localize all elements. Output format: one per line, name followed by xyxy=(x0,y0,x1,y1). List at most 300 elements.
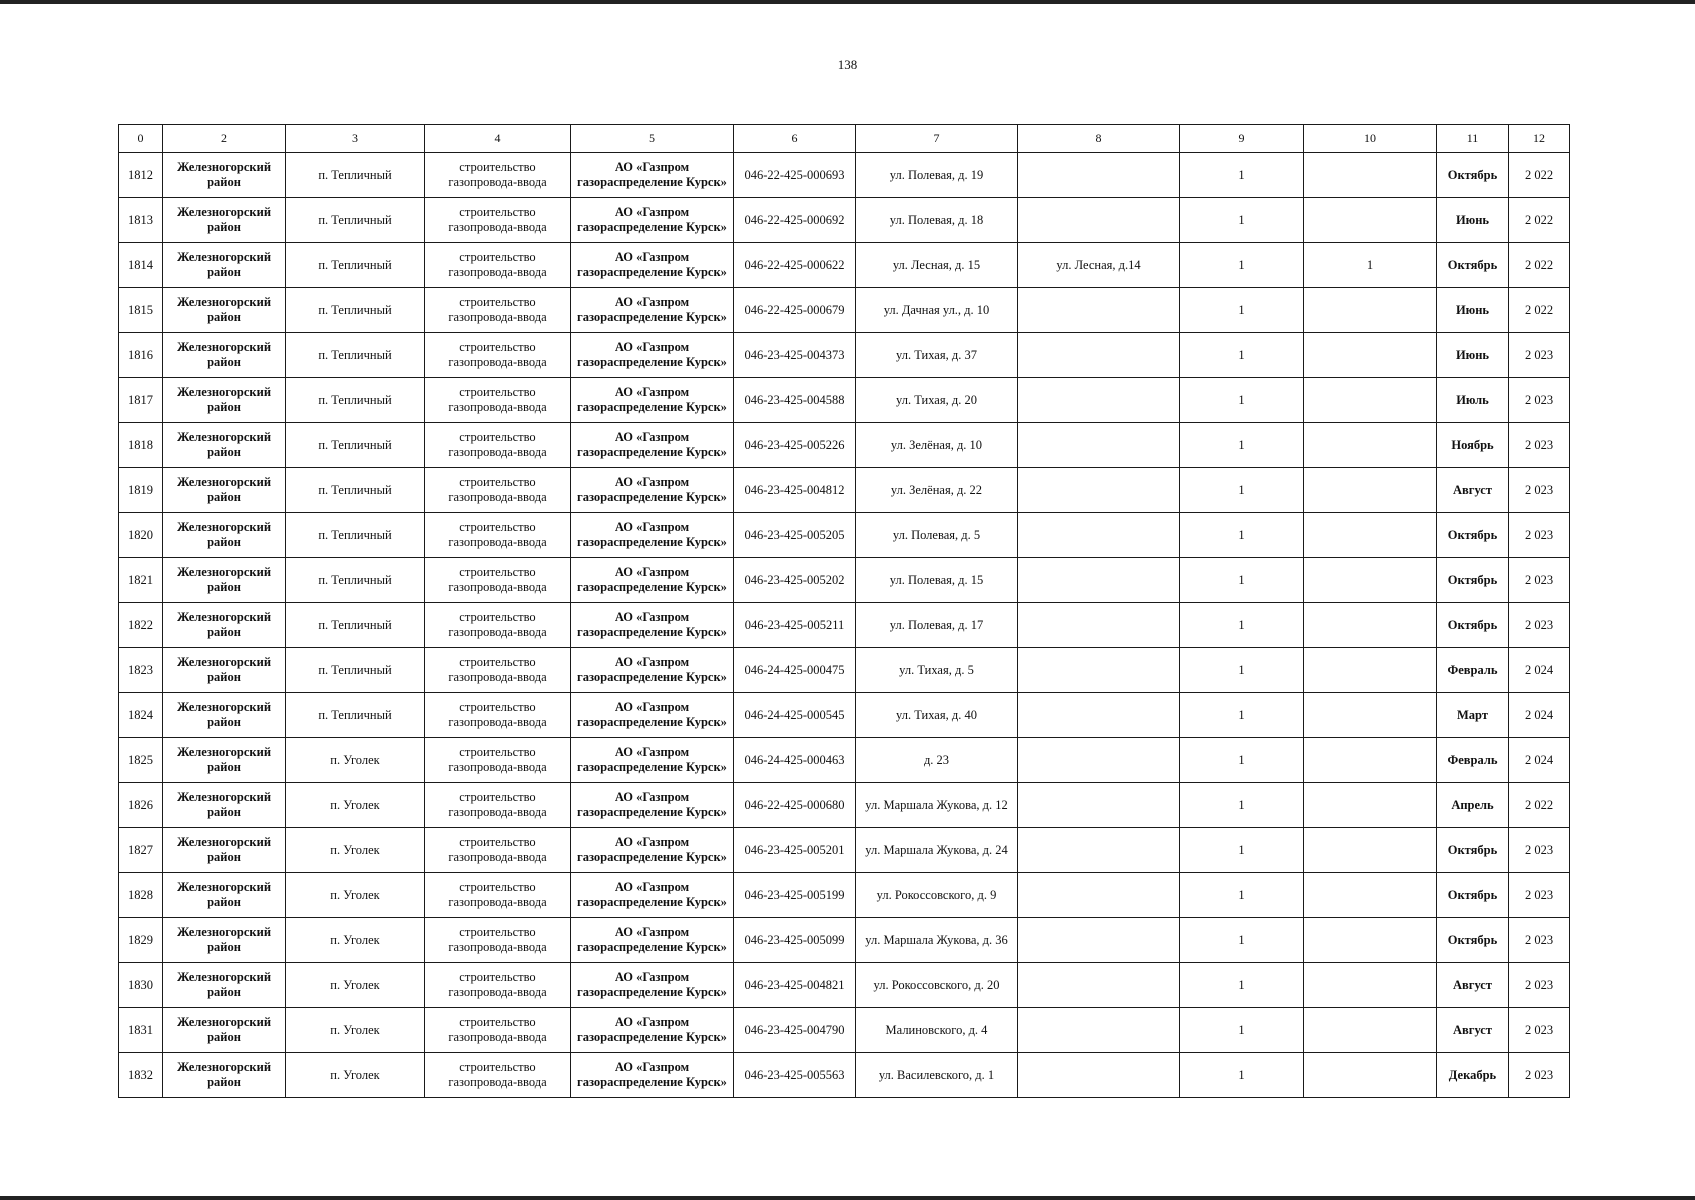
table-row xyxy=(119,513,1570,558)
object-code-cell: 046-24-425-000475 xyxy=(734,648,856,693)
extra-address-cell xyxy=(1018,153,1180,198)
organization-cell xyxy=(571,378,734,423)
year-cell: 2 023 xyxy=(1509,963,1570,1008)
settlement-cell: п. Уголек xyxy=(286,873,425,918)
work-type-cell-line: газопровода-ввода xyxy=(448,1030,547,1044)
year-cell: 2 023 xyxy=(1509,513,1570,558)
extra-address-cell xyxy=(1018,873,1180,918)
work-type-cell-line: газопровода-ввода xyxy=(448,310,547,324)
work-type-cell xyxy=(425,153,571,198)
month-cell: Октябрь xyxy=(1437,558,1509,603)
district-cell-line: Железногорский xyxy=(176,700,272,714)
year-cell: 2 022 xyxy=(1509,153,1570,198)
extra-count-cell xyxy=(1304,1008,1437,1053)
organization-cell xyxy=(571,288,734,333)
extra-address-cell xyxy=(1018,288,1180,333)
extra-address-cell xyxy=(1018,513,1180,558)
extra-count-cell xyxy=(1304,513,1437,558)
organization-cell-line: газораспределение Курск» xyxy=(577,310,727,324)
address-cell: д. 23 xyxy=(856,738,1018,783)
work-type-cell-line: газопровода-ввода xyxy=(448,490,547,504)
col-header: 11 xyxy=(1437,125,1509,153)
work-type-cell xyxy=(425,378,571,423)
extra-address-cell xyxy=(1018,963,1180,1008)
table-row xyxy=(119,963,1570,1008)
organization-cell-line: газораспределение Курск» xyxy=(577,760,727,774)
month-cell: Июнь xyxy=(1437,198,1509,243)
row-number-cell: 1831 xyxy=(119,1008,163,1053)
row-number-cell: 1823 xyxy=(119,648,163,693)
month-cell: Ноябрь xyxy=(1437,423,1509,468)
settlement-cell: п. Уголек xyxy=(286,828,425,873)
work-type-cell-line: строительство xyxy=(459,340,536,354)
organization-cell-line: газораспределение Курск» xyxy=(577,445,727,459)
work-type-cell-line: газопровода-ввода xyxy=(448,445,547,459)
district-cell-line: район xyxy=(207,355,241,369)
district-cell-line: Железногорский xyxy=(176,475,272,489)
col-header: 5 xyxy=(571,125,734,153)
address-cell: ул. Полевая, д. 5 xyxy=(856,513,1018,558)
organization-cell-line: газораспределение Курск» xyxy=(577,985,727,999)
district-cell-line: район xyxy=(207,265,241,279)
organization-cell xyxy=(571,1008,734,1053)
count-cell: 1 xyxy=(1180,738,1304,783)
work-type-cell-line: строительство xyxy=(459,430,536,444)
col-header: 9 xyxy=(1180,125,1304,153)
district-cell-line: Железногорский xyxy=(176,565,272,579)
organization-cell-line: газораспределение Курск» xyxy=(577,265,727,279)
work-type-cell-line: строительство xyxy=(459,700,536,714)
organization-cell xyxy=(571,648,734,693)
year-cell: 2 024 xyxy=(1509,648,1570,693)
scan-bottom-edge xyxy=(0,1196,1695,1200)
extra-count-cell xyxy=(1304,153,1437,198)
month-cell: Октябрь xyxy=(1437,243,1509,288)
work-type-cell-line: строительство xyxy=(459,880,536,894)
district-cell-line: Железногорский xyxy=(176,1015,272,1029)
count-cell: 1 xyxy=(1180,153,1304,198)
organization-cell-line: АО «Газпром xyxy=(614,295,690,309)
row-number-cell: 1814 xyxy=(119,243,163,288)
object-code-cell: 046-22-425-000693 xyxy=(734,153,856,198)
district-cell-line: район xyxy=(207,985,241,999)
row-number-cell: 1812 xyxy=(119,153,163,198)
district-cell-line: район xyxy=(207,850,241,864)
work-type-cell-line: газопровода-ввода xyxy=(448,850,547,864)
organization-cell xyxy=(571,513,734,558)
address-cell: ул. Дачная ул., д. 10 xyxy=(856,288,1018,333)
year-cell: 2 023 xyxy=(1509,873,1570,918)
count-cell: 1 xyxy=(1180,1008,1304,1053)
work-type-cell xyxy=(425,558,571,603)
organization-cell-line: газораспределение Курск» xyxy=(577,220,727,234)
settlement-cell: п. Уголек xyxy=(286,963,425,1008)
row-number-cell: 1825 xyxy=(119,738,163,783)
settlement-cell: п. Тепличный xyxy=(286,333,425,378)
work-type-cell-line: газопровода-ввода xyxy=(448,220,547,234)
address-cell: ул. Тихая, д. 40 xyxy=(856,693,1018,738)
district-cell-line: район xyxy=(207,580,241,594)
object-code-cell: 046-22-425-000622 xyxy=(734,243,856,288)
work-type-cell xyxy=(425,918,571,963)
district-cell-line: район xyxy=(207,535,241,549)
year-cell: 2 023 xyxy=(1509,468,1570,513)
settlement-cell: п. Тепличный xyxy=(286,648,425,693)
organization-cell-line: АО «Газпром xyxy=(614,565,690,579)
row-number-cell: 1822 xyxy=(119,603,163,648)
district-cell-line: Железногорский xyxy=(176,385,272,399)
row-number-cell: 1821 xyxy=(119,558,163,603)
extra-count-cell xyxy=(1304,783,1437,828)
district-cell xyxy=(163,513,286,558)
district-cell-line: Железногорский xyxy=(176,610,272,624)
year-cell: 2 023 xyxy=(1509,423,1570,468)
year-cell: 2 024 xyxy=(1509,738,1570,783)
count-cell: 1 xyxy=(1180,288,1304,333)
extra-count-cell xyxy=(1304,693,1437,738)
object-code-cell: 046-23-425-004790 xyxy=(734,1008,856,1053)
month-cell: Октябрь xyxy=(1437,873,1509,918)
district-cell-line: район xyxy=(207,175,241,189)
district-cell xyxy=(163,1053,286,1098)
table-row xyxy=(119,468,1570,513)
object-code-cell: 046-23-425-004812 xyxy=(734,468,856,513)
extra-address-cell xyxy=(1018,423,1180,468)
district-cell-line: Железногорский xyxy=(176,295,272,309)
work-type-cell-line: газопровода-ввода xyxy=(448,625,547,639)
extra-address-cell: ул. Лесная, д.14 xyxy=(1018,243,1180,288)
extra-count-cell xyxy=(1304,603,1437,648)
district-cell xyxy=(163,378,286,423)
extra-count-cell xyxy=(1304,558,1437,603)
work-type-cell-line: газопровода-ввода xyxy=(448,1075,547,1089)
organization-cell xyxy=(571,828,734,873)
settlement-cell: п. Тепличный xyxy=(286,693,425,738)
year-cell: 2 022 xyxy=(1509,288,1570,333)
settlement-cell: п. Тепличный xyxy=(286,198,425,243)
organization-cell-line: АО «Газпром xyxy=(614,430,690,444)
district-cell xyxy=(163,738,286,783)
organization-cell xyxy=(571,693,734,738)
organization-cell xyxy=(571,783,734,828)
extra-address-cell xyxy=(1018,828,1180,873)
organization-cell-line: АО «Газпром xyxy=(614,610,690,624)
work-type-cell xyxy=(425,243,571,288)
organization-cell-line: АО «Газпром xyxy=(614,880,690,894)
work-type-cell-line: строительство xyxy=(459,835,536,849)
organization-cell-line: газораспределение Курск» xyxy=(577,1075,727,1089)
extra-address-cell xyxy=(1018,558,1180,603)
district-cell-line: Железногорский xyxy=(176,160,272,174)
district-cell-line: Железногорский xyxy=(176,970,272,984)
month-cell: Август xyxy=(1437,1008,1509,1053)
work-type-cell-line: строительство xyxy=(459,385,536,399)
year-cell: 2 022 xyxy=(1509,783,1570,828)
work-type-cell xyxy=(425,963,571,1008)
extra-address-cell xyxy=(1018,648,1180,693)
month-cell: Март xyxy=(1437,693,1509,738)
object-code-cell: 046-23-425-005199 xyxy=(734,873,856,918)
settlement-cell: п. Уголек xyxy=(286,1053,425,1098)
district-cell xyxy=(163,963,286,1008)
district-cell-line: район xyxy=(207,940,241,954)
work-type-cell-line: строительство xyxy=(459,250,536,264)
district-cell-line: Железногорский xyxy=(176,745,272,759)
month-cell: Октябрь xyxy=(1437,513,1509,558)
year-cell: 2 022 xyxy=(1509,198,1570,243)
district-cell-line: район xyxy=(207,1075,241,1089)
district-cell-line: Железногорский xyxy=(176,250,272,264)
work-type-cell xyxy=(425,648,571,693)
organization-cell xyxy=(571,468,734,513)
year-cell: 2 023 xyxy=(1509,558,1570,603)
month-cell: Октябрь xyxy=(1437,828,1509,873)
table-row xyxy=(119,198,1570,243)
organization-cell xyxy=(571,153,734,198)
count-cell: 1 xyxy=(1180,828,1304,873)
extra-count-cell xyxy=(1304,423,1437,468)
table-row xyxy=(119,243,1570,288)
object-code-cell: 046-22-425-000680 xyxy=(734,783,856,828)
count-cell: 1 xyxy=(1180,648,1304,693)
object-code-cell: 046-23-425-005099 xyxy=(734,918,856,963)
district-cell xyxy=(163,198,286,243)
district-cell xyxy=(163,468,286,513)
object-code-cell: 046-23-425-004821 xyxy=(734,963,856,1008)
month-cell: Октябрь xyxy=(1437,603,1509,648)
extra-address-cell xyxy=(1018,693,1180,738)
organization-cell xyxy=(571,603,734,648)
year-cell: 2 023 xyxy=(1509,603,1570,648)
year-cell: 2 023 xyxy=(1509,828,1570,873)
col-header: 3 xyxy=(286,125,425,153)
settlement-cell: п. Уголек xyxy=(286,783,425,828)
district-cell xyxy=(163,603,286,648)
table-row xyxy=(119,828,1570,873)
organization-cell xyxy=(571,198,734,243)
month-cell: Август xyxy=(1437,468,1509,513)
work-type-cell xyxy=(425,873,571,918)
settlement-cell: п. Тепличный xyxy=(286,243,425,288)
col-header: 12 xyxy=(1509,125,1570,153)
district-cell-line: район xyxy=(207,400,241,414)
organization-cell-line: газораспределение Курск» xyxy=(577,805,727,819)
month-cell: Декабрь xyxy=(1437,1053,1509,1098)
settlement-cell: п. Уголек xyxy=(286,738,425,783)
row-number-cell: 1818 xyxy=(119,423,163,468)
district-cell xyxy=(163,423,286,468)
object-code-cell: 046-22-425-000679 xyxy=(734,288,856,333)
month-cell: Февраль xyxy=(1437,738,1509,783)
col-header: 2 xyxy=(163,125,286,153)
district-cell-line: Железногорский xyxy=(176,1060,272,1074)
object-code-cell: 046-24-425-000545 xyxy=(734,693,856,738)
work-type-cell-line: газопровода-ввода xyxy=(448,805,547,819)
district-cell-line: Железногорский xyxy=(176,925,272,939)
district-cell-line: район xyxy=(207,220,241,234)
extra-address-cell xyxy=(1018,738,1180,783)
organization-cell-line: АО «Газпром xyxy=(614,790,690,804)
col-header: 6 xyxy=(734,125,856,153)
object-code-cell: 046-22-425-000692 xyxy=(734,198,856,243)
work-type-cell xyxy=(425,738,571,783)
object-code-cell: 046-23-425-004373 xyxy=(734,333,856,378)
organization-cell-line: газораспределение Курск» xyxy=(577,895,727,909)
object-code-cell: 046-23-425-005211 xyxy=(734,603,856,648)
year-cell: 2 023 xyxy=(1509,333,1570,378)
year-cell: 2 023 xyxy=(1509,1008,1570,1053)
organization-cell-line: АО «Газпром xyxy=(614,925,690,939)
count-cell: 1 xyxy=(1180,873,1304,918)
address-cell: ул. Рокоссовского, д. 9 xyxy=(856,873,1018,918)
extra-count-cell xyxy=(1304,828,1437,873)
row-number-cell: 1829 xyxy=(119,918,163,963)
object-code-cell: 046-23-425-005563 xyxy=(734,1053,856,1098)
address-cell: ул. Полевая, д. 17 xyxy=(856,603,1018,648)
district-cell-line: район xyxy=(207,760,241,774)
work-type-cell-line: газопровода-ввода xyxy=(448,355,547,369)
organization-cell-line: АО «Газпром xyxy=(614,250,690,264)
work-type-cell-line: газопровода-ввода xyxy=(448,535,547,549)
extra-count-cell xyxy=(1304,918,1437,963)
year-cell: 2 022 xyxy=(1509,243,1570,288)
district-cell xyxy=(163,693,286,738)
work-type-cell xyxy=(425,333,571,378)
work-type-cell xyxy=(425,603,571,648)
extra-count-cell xyxy=(1304,198,1437,243)
month-cell: Июнь xyxy=(1437,288,1509,333)
extra-address-cell xyxy=(1018,333,1180,378)
work-type-cell-line: газопровода-ввода xyxy=(448,670,547,684)
count-cell: 1 xyxy=(1180,423,1304,468)
organization-cell xyxy=(571,738,734,783)
work-type-cell-line: газопровода-ввода xyxy=(448,895,547,909)
address-cell: ул. Лесная, д. 15 xyxy=(856,243,1018,288)
settlement-cell: п. Тепличный xyxy=(286,558,425,603)
work-type-cell xyxy=(425,783,571,828)
district-cell-line: район xyxy=(207,310,241,324)
organization-cell-line: АО «Газпром xyxy=(614,520,690,534)
table-row xyxy=(119,423,1570,468)
work-type-cell-line: строительство xyxy=(459,205,536,219)
address-cell: ул. Маршала Жукова, д. 36 xyxy=(856,918,1018,963)
organization-cell-line: АО «Газпром xyxy=(614,385,690,399)
work-type-cell-line: строительство xyxy=(459,160,536,174)
work-type-cell-line: строительство xyxy=(459,610,536,624)
year-cell: 2 024 xyxy=(1509,693,1570,738)
organization-cell xyxy=(571,423,734,468)
organization-cell-line: АО «Газпром xyxy=(614,1060,690,1074)
work-type-cell-line: газопровода-ввода xyxy=(448,760,547,774)
extra-count-cell xyxy=(1304,1053,1437,1098)
organization-cell xyxy=(571,333,734,378)
object-code-cell: 046-23-425-005205 xyxy=(734,513,856,558)
table-row xyxy=(119,603,1570,648)
work-type-cell-line: газопровода-ввода xyxy=(448,715,547,729)
object-code-cell: 046-23-425-005201 xyxy=(734,828,856,873)
organization-cell-line: газораспределение Курск» xyxy=(577,670,727,684)
organization-cell-line: АО «Газпром xyxy=(614,655,690,669)
row-number-cell: 1819 xyxy=(119,468,163,513)
extra-address-cell xyxy=(1018,378,1180,423)
work-type-cell xyxy=(425,1008,571,1053)
organization-cell-line: газораспределение Курск» xyxy=(577,355,727,369)
district-cell xyxy=(163,153,286,198)
district-cell xyxy=(163,333,286,378)
row-number-cell: 1816 xyxy=(119,333,163,378)
extra-address-cell xyxy=(1018,918,1180,963)
month-cell: Февраль xyxy=(1437,648,1509,693)
month-cell: Октябрь xyxy=(1437,918,1509,963)
district-cell-line: Железногорский xyxy=(176,430,272,444)
extra-address-cell xyxy=(1018,783,1180,828)
extra-count-cell xyxy=(1304,648,1437,693)
object-code-cell: 046-24-425-000463 xyxy=(734,738,856,783)
settlement-cell: п. Тепличный xyxy=(286,468,425,513)
organization-cell-line: АО «Газпром xyxy=(614,700,690,714)
col-header: 4 xyxy=(425,125,571,153)
work-type-cell-line: строительство xyxy=(459,475,536,489)
organization-cell-line: АО «Газпром xyxy=(614,205,690,219)
district-cell xyxy=(163,873,286,918)
row-number-cell: 1830 xyxy=(119,963,163,1008)
address-cell: ул. Маршала Жукова, д. 12 xyxy=(856,783,1018,828)
row-number-cell: 1827 xyxy=(119,828,163,873)
table-row xyxy=(119,783,1570,828)
work-type-cell-line: строительство xyxy=(459,1015,536,1029)
organization-cell-line: АО «Газпром xyxy=(614,835,690,849)
settlement-cell: п. Уголек xyxy=(286,918,425,963)
table-row xyxy=(119,333,1570,378)
count-cell: 1 xyxy=(1180,783,1304,828)
organization-cell-line: газораспределение Курск» xyxy=(577,625,727,639)
district-cell-line: район xyxy=(207,895,241,909)
count-cell: 1 xyxy=(1180,378,1304,423)
district-cell-line: район xyxy=(207,715,241,729)
extra-count-cell xyxy=(1304,378,1437,423)
work-type-cell xyxy=(425,423,571,468)
work-type-cell-line: газопровода-ввода xyxy=(448,985,547,999)
work-type-cell-line: строительство xyxy=(459,790,536,804)
table-row xyxy=(119,1053,1570,1098)
count-cell: 1 xyxy=(1180,243,1304,288)
table-header-row xyxy=(119,125,1570,153)
district-cell-line: район xyxy=(207,1030,241,1044)
settlement-cell: п. Уголек xyxy=(286,1008,425,1053)
row-number-cell: 1813 xyxy=(119,198,163,243)
organization-cell-line: АО «Газпром xyxy=(614,745,690,759)
count-cell: 1 xyxy=(1180,963,1304,1008)
address-cell: ул. Тихая, д. 20 xyxy=(856,378,1018,423)
address-cell: ул. Полевая, д. 19 xyxy=(856,153,1018,198)
organization-cell-line: газораспределение Курск» xyxy=(577,715,727,729)
organization-cell-line: газораспределение Курск» xyxy=(577,580,727,594)
organization-cell-line: газораспределение Курск» xyxy=(577,1030,727,1044)
work-type-cell-line: газопровода-ввода xyxy=(448,175,547,189)
address-cell: ул. Тихая, д. 37 xyxy=(856,333,1018,378)
row-number-cell: 1815 xyxy=(119,288,163,333)
object-code-cell: 046-23-425-004588 xyxy=(734,378,856,423)
district-cell-line: Железногорский xyxy=(176,790,272,804)
year-cell: 2 023 xyxy=(1509,1053,1570,1098)
scan-top-edge xyxy=(0,0,1695,4)
district-cell-line: Железногорский xyxy=(176,520,272,534)
work-type-cell-line: строительство xyxy=(459,295,536,309)
settlement-cell: п. Тепличный xyxy=(286,513,425,558)
organization-cell-line: АО «Газпром xyxy=(614,340,690,354)
col-header: 7 xyxy=(856,125,1018,153)
work-type-cell-line: строительство xyxy=(459,520,536,534)
